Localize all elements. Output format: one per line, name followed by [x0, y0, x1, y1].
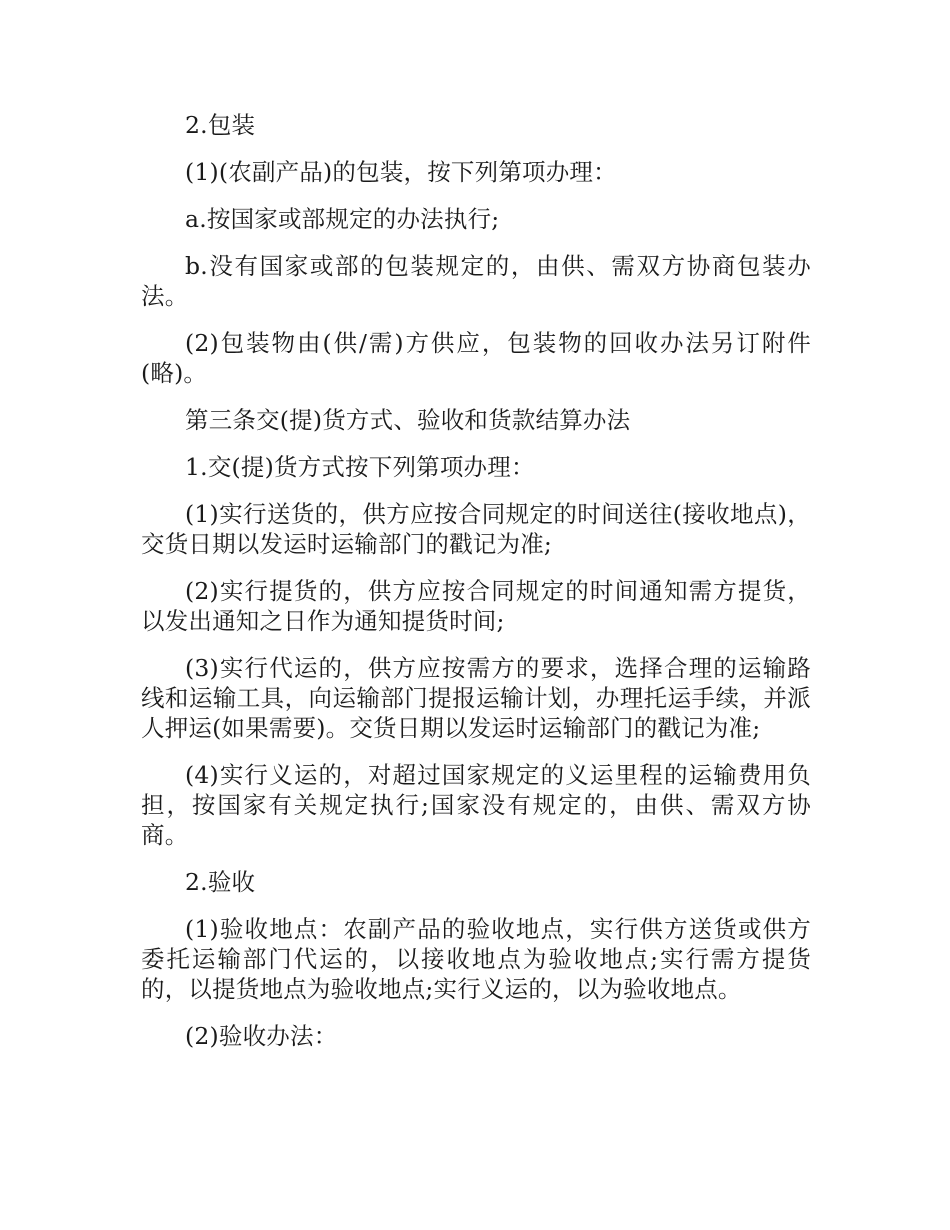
document-page: [141, 110, 811, 1068]
article-heading-article-3: 第三条交(提)货方式、验收和货款结算办法: [185, 406, 631, 434]
section-heading-delivery-method: 1.交(提)货方式按下列第项办理：: [185, 453, 535, 481]
paragraph-packaging-item-2: (2)包装物由(供/需)方供应，包装物的回收办法另订附件(略)。: [141, 329, 811, 387]
paragraph-acceptance-item-1: (1)验收地点：农副产品的验收地点，实行供方送货或供方委托运输部门代运的，以接收地点为验收地点;实行需方提货的，以提货地点为验收地点;实行义运的，以为验收地点。: [141, 915, 811, 1003]
section-heading-acceptance: 2.验收: [185, 868, 256, 896]
paragraph-packaging-item-b: b.没有国家或部的包装规定的，由供、需双方协商包装办法。: [141, 252, 811, 310]
paragraph-delivery-item-2: (2)实行提货的，供方应按合同规定的时间通知需方提货，以发出通知之日作为通知提货时间;: [141, 577, 811, 635]
section-heading-packaging: 2.包装: [185, 111, 256, 139]
paragraph-delivery-item-4: (4)实行义运的，对超过国家规定的义运里程的运输费用负担，按国家有关规定执行;国家没有规定的，由供、需双方协商。: [141, 761, 811, 849]
paragraph-packaging-item-1: (1)(农副产品)的包装，按下列第项办理：: [185, 158, 617, 186]
paragraph-delivery-item-1: (1)实行送货的，供方应按合同规定的时间送往(接收地点)，交货日期以发运时运输部门的戳记为准;: [141, 500, 811, 558]
paragraph-acceptance-item-2: (2)验收办法：: [185, 1022, 338, 1050]
paragraph-packaging-item-a: a.按国家或部规定的办法执行;: [185, 205, 500, 233]
paragraph-delivery-item-3: (3)实行代运的，供方应按需方的要求，选择合理的运输路线和运输工具，向运输部门提报运输计划，办理托运手续，并派人押运(如果需要)。交货日期以发运时运输部门的戳记为准;: [141, 654, 811, 742]
